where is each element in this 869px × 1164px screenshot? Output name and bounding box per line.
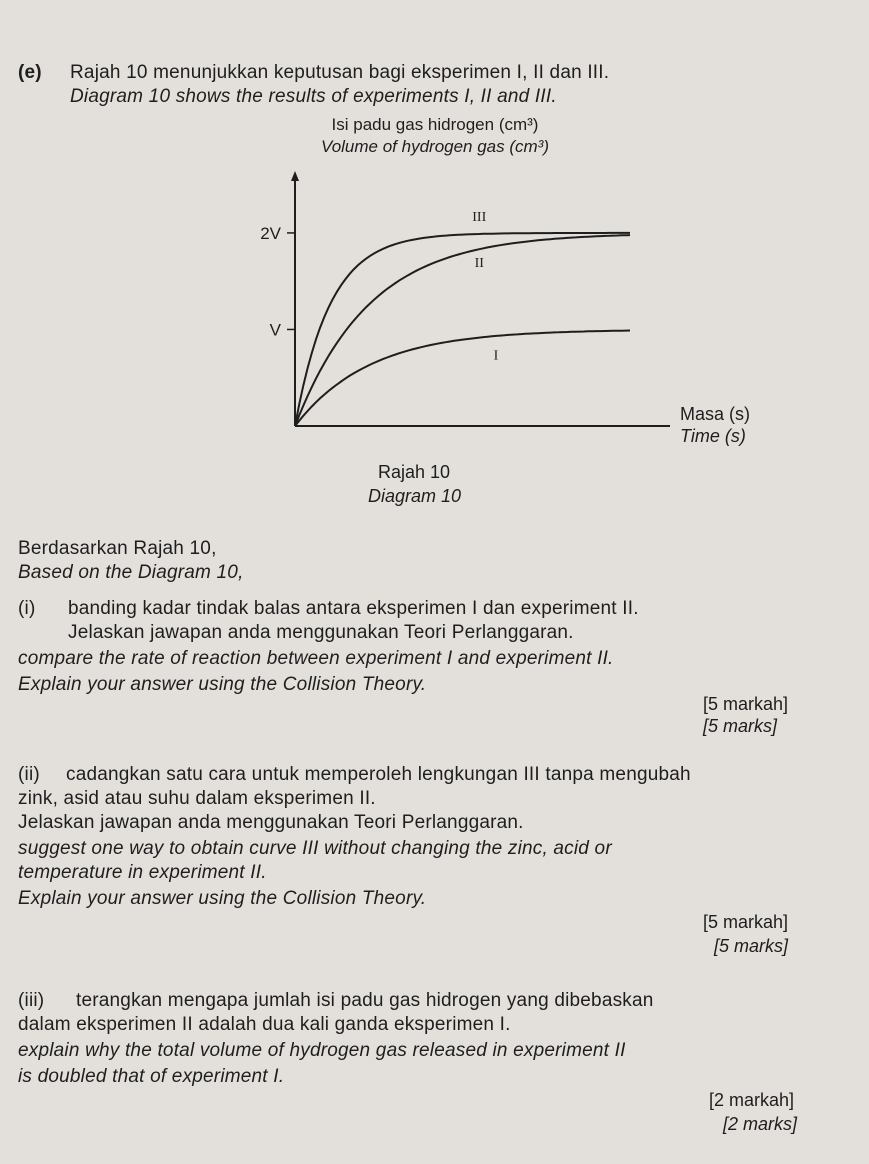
diagram-caption-ms: Rajah 10 [378,462,451,482]
intro-ms: Berdasarkan Rajah 10, [18,538,217,559]
header-en: Diagram 10 shows the results of experiments I, II and III. [70,86,557,107]
q1-ms2: Jelaskan jawapan anda menggunakan Teori Perlanggaran. [68,622,574,643]
curve-label-i: I [493,348,499,364]
q2-label: (ii) [18,764,40,785]
curve-label-ii: II [474,255,484,271]
curve-i [295,331,630,427]
q3-en2: is doubled that of experiment I. [18,1066,285,1087]
q1-marks-ms: [5 markah] [703,694,789,714]
intro-en: Based on the Diagram 10, [18,562,244,583]
q2-en1: suggest one way to obtain curve III without changing the zinc, acid or [18,838,612,859]
curve-label-iii: III [472,209,487,225]
q1-ms1: banding kadar tindak balas antara eksperimen I dan experiment II. [68,598,639,619]
q2-ms2: zink, asid atau suhu dalam eksperimen II. [18,788,376,809]
x-axis-label-ms: Masa (s) [680,404,751,424]
q3-en1: explain why the total volume of hydrogen gas released in experiment II [18,1040,626,1061]
y-axis-arrowhead [291,171,299,181]
curve-iii [295,233,630,426]
y-axis-title-ms: Isi padu gas hidrogen (cm³) [331,115,539,134]
volume-time-graph [210,100,670,460]
q2-marks-ms: [5 markah] [703,912,789,932]
q3-ms2: dalam eksperimen II adalah dua kali ganda eksperimen I. [18,1014,511,1035]
q3-ms1: terangkan mengapa jumlah isi padu gas hidrogen yang dibebaskan [76,990,654,1011]
q2-en3: Explain your answer using the Collision Theory. [18,888,427,909]
y-tick-label: V [269,320,281,340]
curve-ii [295,235,630,426]
header-ms: Rajah 10 menunjukkan keputusan bagi eksperimen I, II dan III. [70,62,610,83]
q1-marks-en: [5 marks] [703,716,778,736]
q2-ms3: Jelaskan jawapan anda menggunakan Teori Perlanggaran. [18,812,524,833]
q3-label: (iii) [18,990,45,1011]
q1-label: (i) [18,598,36,619]
q2-ms1: cadangkan satu cara untuk memperoleh lengkungan III tanpa mengubah [66,764,691,785]
y-ticks [260,224,295,340]
curves [295,233,630,426]
diagram-caption-en: Diagram 10 [368,486,462,506]
y-axis-title-en: Volume of hydrogen gas (cm³) [320,137,550,156]
q2-en2: temperature in experiment II. [18,862,267,883]
q3-marks-en: [2 marks] [723,1114,798,1134]
q1-en2: Explain your answer using the Collision Theory. [18,674,427,695]
q1-en1: compare the rate of reaction between experiment I and experiment II. [18,648,614,669]
x-axis-label-en: Time (s) [680,426,746,446]
q2-marks-en: [5 marks] [714,936,789,956]
q3-marks-ms: [2 markah] [709,1090,795,1110]
y-tick-label: 2V [260,223,281,243]
question-label: (e) [18,62,42,83]
